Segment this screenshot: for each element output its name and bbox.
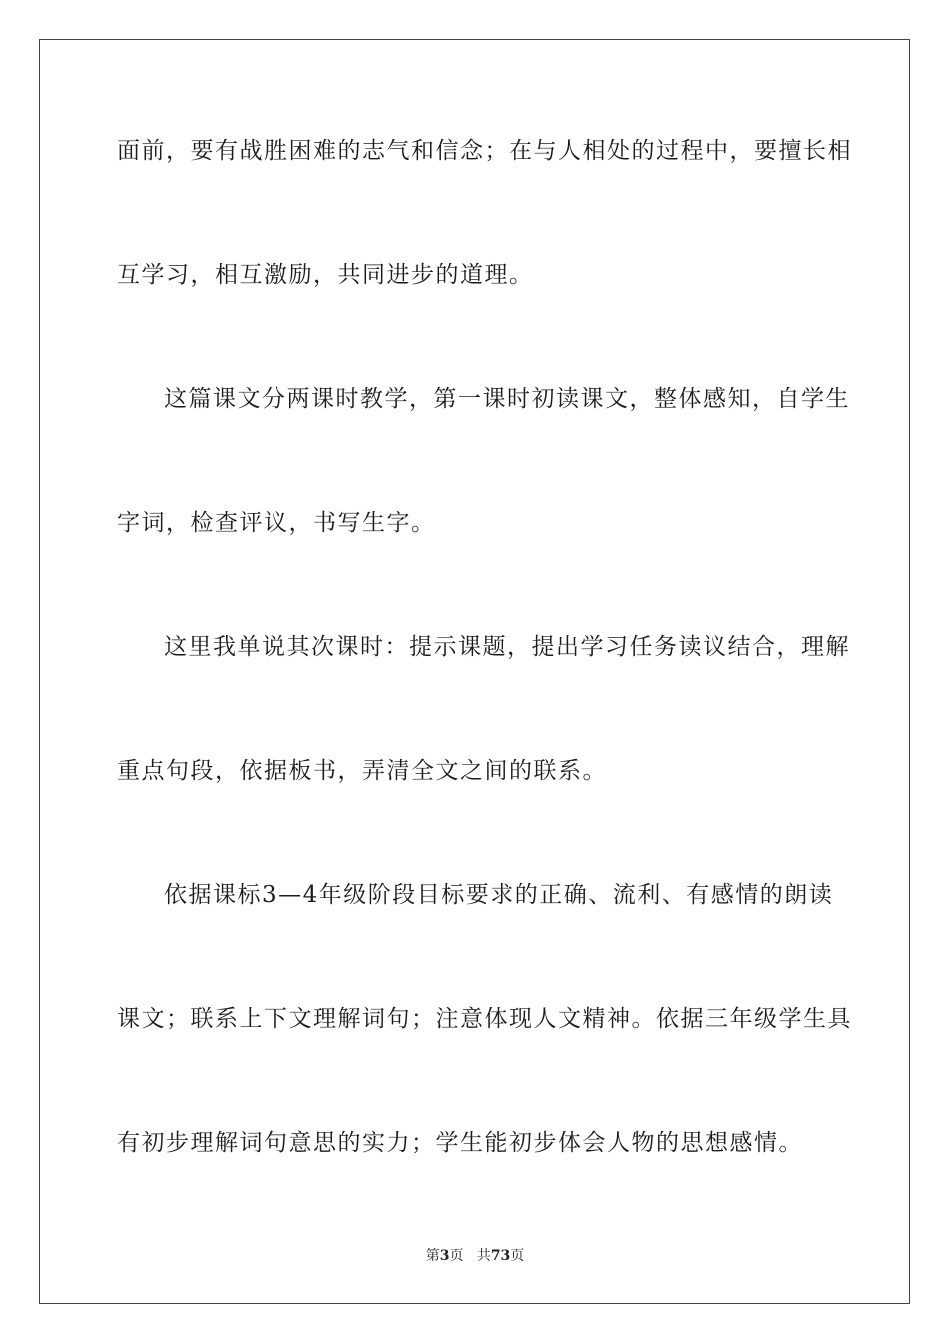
text-line: 有初步理解词句意思的实力；学生能初步体会人物的思想感情。 xyxy=(117,1130,803,1156)
text-line: 面前，要有战胜困难的志气和信念；在与人相处的过程中，要擅长相 xyxy=(117,138,852,164)
page-border xyxy=(39,39,910,1304)
total-prefix: 共 xyxy=(476,1248,491,1264)
text-line: 重点句段，依据板书，弄清全文之间的联系。 xyxy=(117,758,607,784)
page-number: 3 xyxy=(439,1248,450,1264)
text-line: 字词，检查评议，书写生字。 xyxy=(117,510,436,536)
text-line: 这里我单说其次课时：提示课题，提出学习任务读议结合，理解 xyxy=(164,634,850,660)
page-suffix: 页 xyxy=(449,1248,464,1264)
total-pages: 73 xyxy=(490,1248,511,1264)
text-line: 这篇课文分两课时教学，第一课时初读课文，整体感知，自学生 xyxy=(164,386,850,412)
text-line: 课文；联系上下文理解词句；注意体现人文精神。依据三年级学生具 xyxy=(117,1006,852,1032)
text-line: 互学习，相互激励，共同进步的道理。 xyxy=(117,262,534,288)
page-prefix: 第 xyxy=(425,1248,440,1264)
total-suffix: 页 xyxy=(510,1248,525,1264)
page-footer xyxy=(0,1247,950,1265)
text-line: 依据课标3—4年级阶段目标要求的正确、流利、有感情的朗读 xyxy=(164,882,834,908)
